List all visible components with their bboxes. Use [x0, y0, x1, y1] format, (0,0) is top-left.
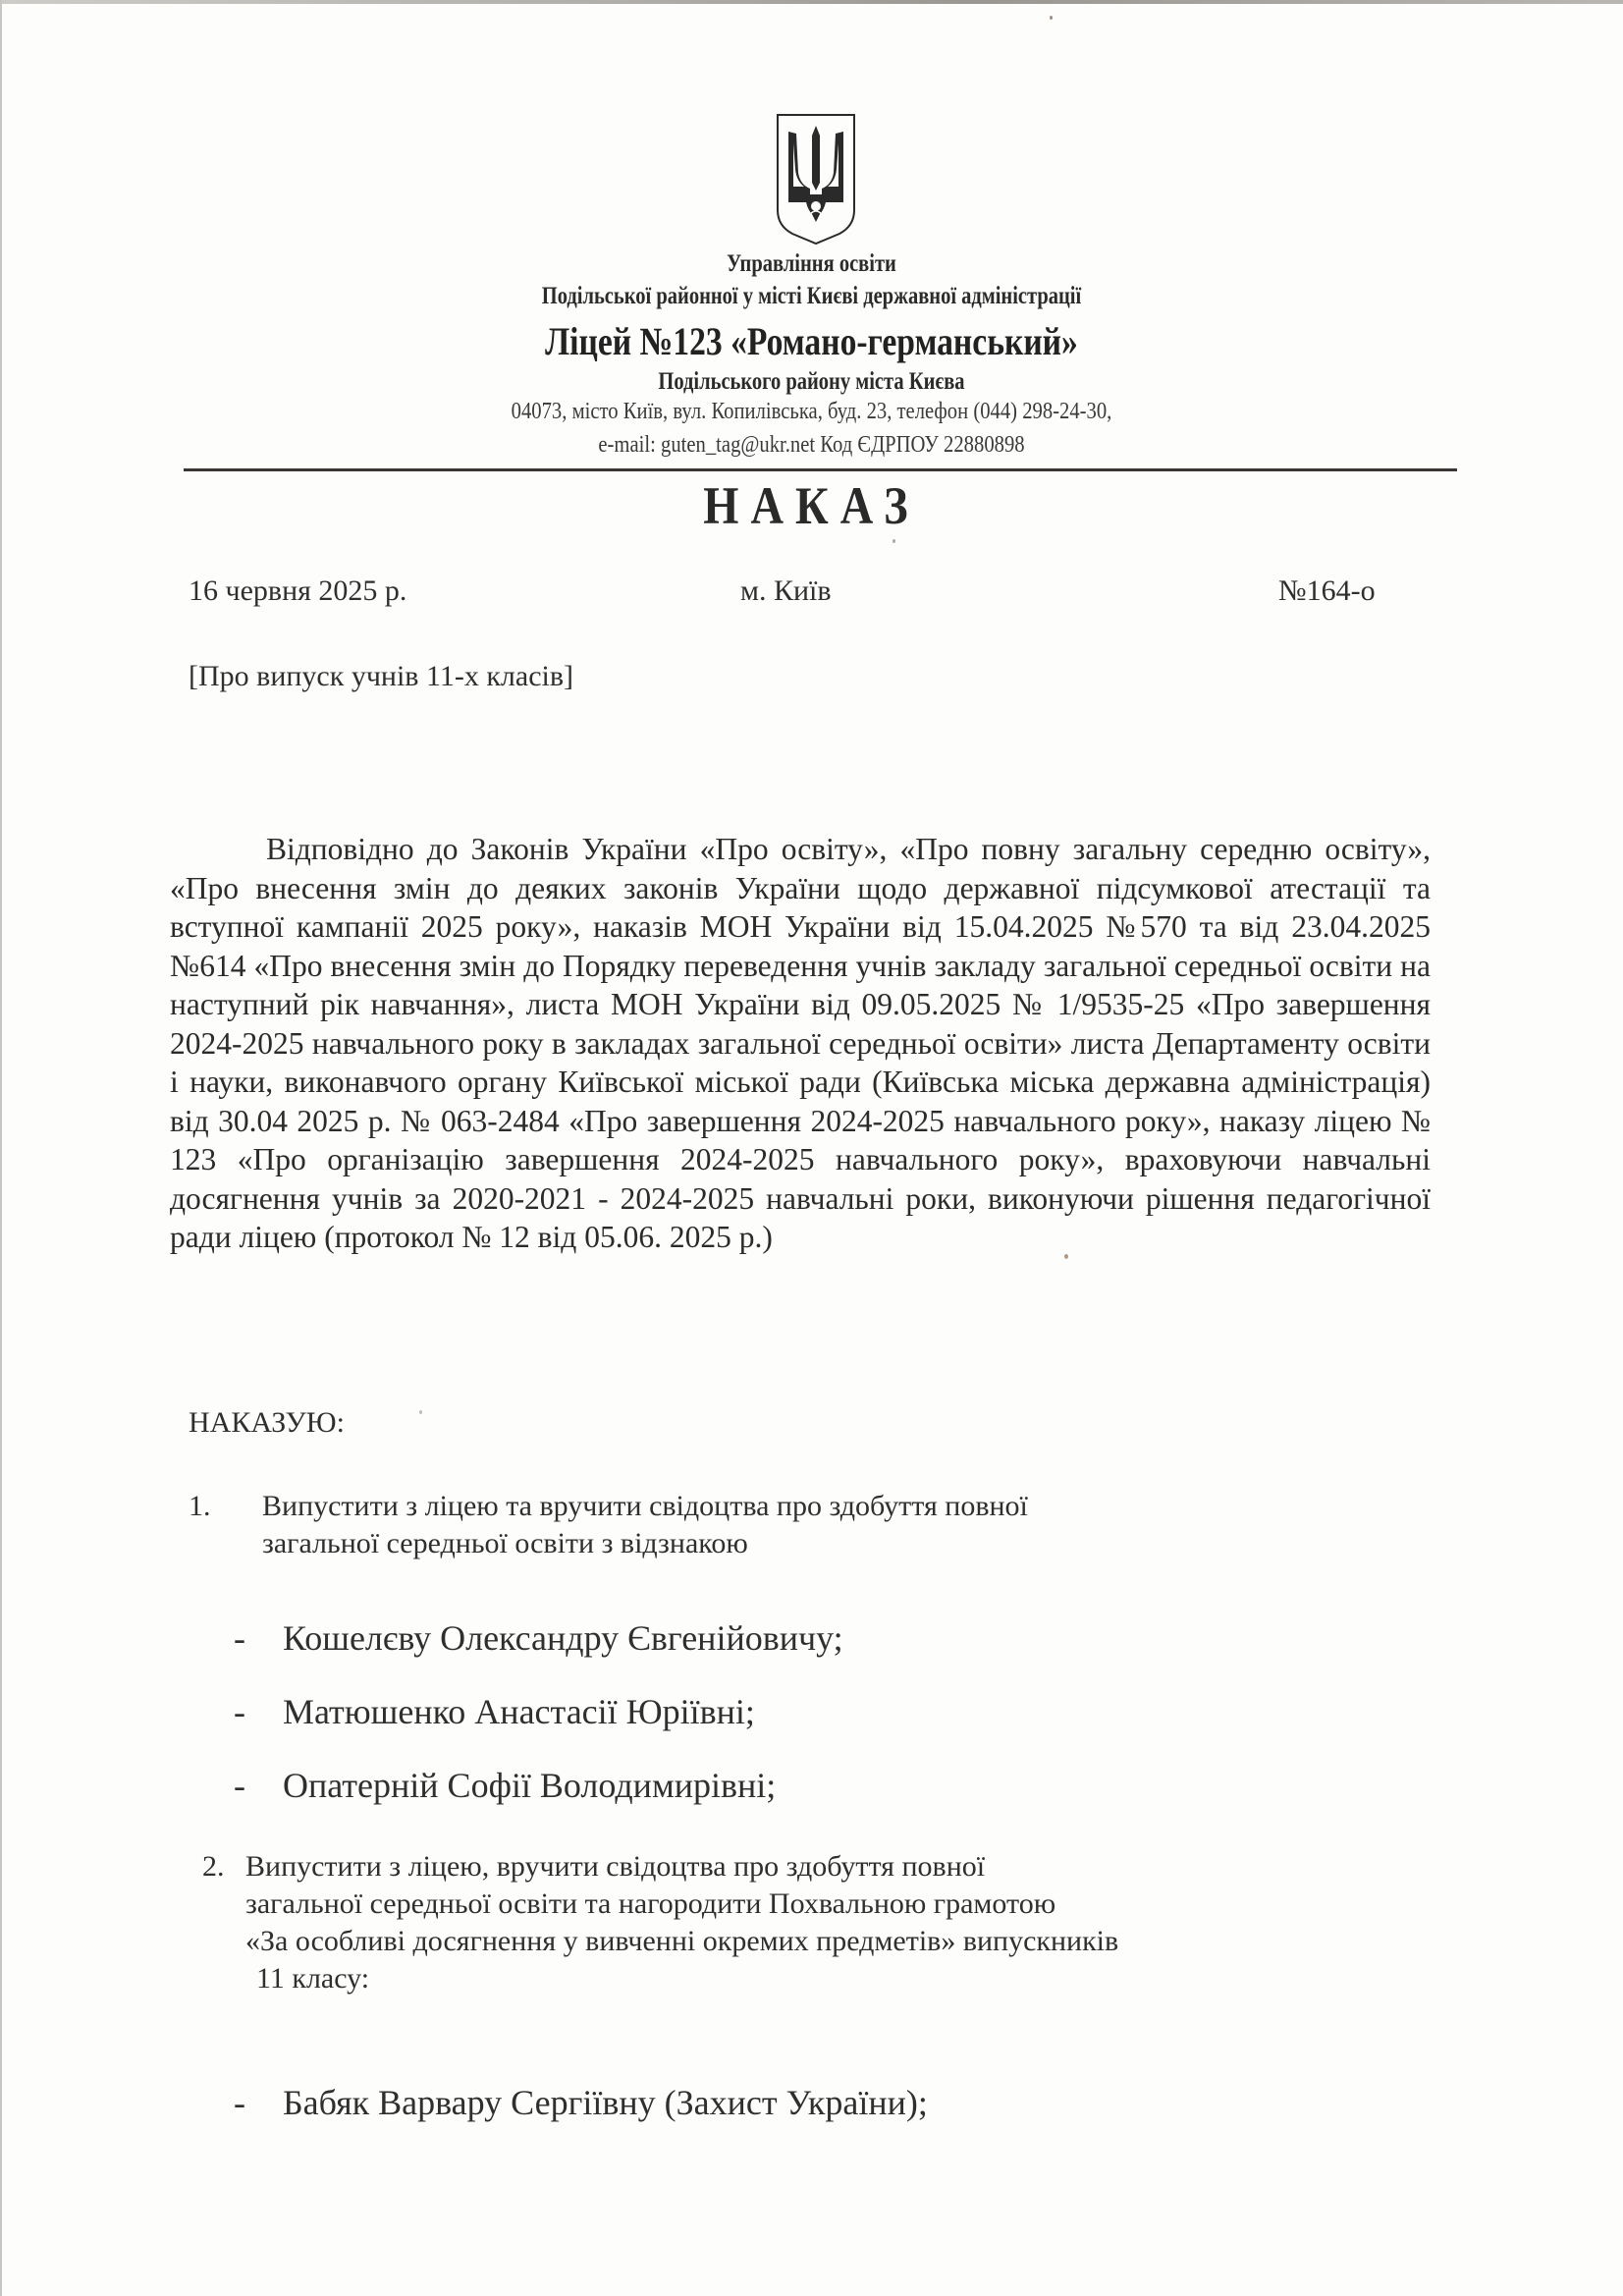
order-word: НАКАЗУЮ:: [189, 1406, 345, 1439]
item-text-line: Випустити з ліцею, вручити свідоцтва про здобуття повної: [245, 1850, 986, 1883]
scan-left-edge: [0, 0, 2, 2296]
list-dash: -: [234, 1618, 245, 1658]
list-dash: -: [234, 1766, 245, 1805]
person-name: Опатерній Софії Володимирівні;: [283, 1766, 777, 1805]
item-text-line: «За особливі досягнення у вивченні окремих предметів» випускників: [245, 1925, 1119, 1957]
school-address: 04073, місто Київ, вул. Копилівська, буд. 23, телефон (044) 298-24-30,: [511, 399, 1112, 424]
item-text-line: 11 класу:: [256, 1962, 370, 1995]
coat-of-arms-trident-icon: [775, 112, 857, 246]
administration-name: Подільської районної у місті Києві державної адміністрації: [541, 283, 1082, 309]
list-item-person: [234, 1691, 755, 1732]
scan-speck: [893, 539, 895, 543]
scan-speck: [1064, 1254, 1068, 1259]
school-contact-line: e-mail: guten_tag@ukr.net Код ЄДРПОУ 22880898: [598, 432, 1025, 458]
scan-speck: [1050, 16, 1053, 20]
order-subject: [Про випуск учнів 11-х класів]: [189, 660, 574, 692]
item-text-line: загальної середньої освіти та нагородити Похвальною грамотою: [245, 1887, 1056, 1920]
item-number: 1.: [189, 1490, 211, 1522]
person-name: Матюшенко Анастасії Юріївні;: [283, 1692, 755, 1731]
order-date: 16 червня 2025 р.: [189, 574, 407, 607]
list-item-person: [234, 1617, 843, 1659]
header-separator: [184, 468, 1457, 471]
district-name: Подільського району міста Києва: [658, 368, 965, 395]
order-number: №164-о: [1278, 574, 1376, 607]
scan-top-edge: [0, 0, 1623, 4]
order-city: м. Київ: [740, 574, 832, 607]
list-dash: -: [234, 1692, 245, 1731]
order-item-2: [202, 1848, 1430, 1997]
item-text-line: загальної середньої освіти з відзнакою: [262, 1527, 748, 1559]
document-title: НАКАЗ: [703, 476, 920, 535]
list-item-person: [234, 1765, 776, 1806]
preamble-paragraph: Відповідно до Законів України «Про освіту», «Про повну загальну середню освіту», «Про внесення змін до деяких законів України щодо державної підсумкової атестації та вступної кампанії 2025 року», наказів МОН України від 15.04.2025 №570 та від 23.04.2025 №614 «Про внесення змін до Порядку переведення учнів закладу загальної середньої освіти на наступний рік навчання», листа МОН України від 09.05.2025 № 1/9535-25 «Про завершення 2024-2025 навчального року в закладах загальної середньої освіти» листа Департаменту освіти і науки, виконавчого органу Київської міської ради (Київська міська державна адміністрація) від 30.04 2025 р. № 063-2484 «Про завершення 2024-2025 навчального року», наказу ліцею № 123 «Про організацію завершення 2024-2025 навчального року», враховуючи навчальні досягнення учнів за 2020-2021 - 2024-2025 навчальні роки, виконуючи рішення педагогічної ради ліцею (протокол № 12 від 05.06. 2025 р.): [170, 832, 1431, 1254]
person-name: Кошелєву Олександру Євгенійовичу;: [283, 1618, 843, 1658]
item-text-line: Випустити з ліцею та вручити свідоцтва про здобуття повної: [262, 1490, 1028, 1522]
scan-speck: [419, 1410, 422, 1414]
order-item-1: [189, 1488, 1318, 1562]
list-item-person: [234, 2082, 928, 2123]
person-name: Бабяк Варвару Сергіївну (Захист України);: [283, 2083, 928, 2122]
list-dash: -: [234, 2083, 245, 2122]
school-name: Ліцей №123 «Романо-германський»: [545, 319, 1078, 363]
item-number: 2.: [202, 1850, 225, 1883]
department-name: Управління освіти: [727, 250, 896, 277]
